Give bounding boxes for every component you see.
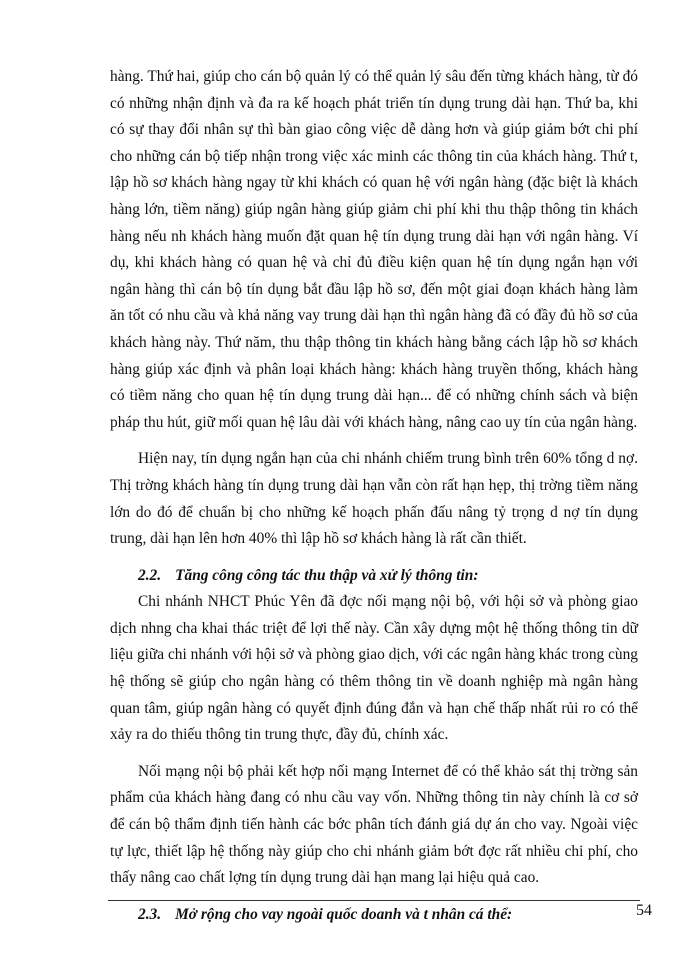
section-title-2-3: Mở rộng cho vay ngoài quốc doanh và t nhân cá thể: (175, 905, 513, 923)
footer-divider (108, 900, 640, 901)
section-heading-2-3 (110, 902, 638, 929)
paragraph-benefits: hàng. Thứ hai, giúp cho cán bộ quản lý có thể quản lý sâu đến từng khách hàng, từ đó có những nhận định và đa ra kế hoạch phát triển tín dụng trung dài hạn. Thứ ba, khi có sự thay đổi nhân sự thì bàn giao công việc dễ dàng hơn và giúp giảm bớt chi phí cho những cán bộ tiếp nhận trong việc xác minh các thông tin của khách hàng. Thứ t, lập hồ sơ khách hàng ngay từ khi khách có quan hệ với ngân hàng (đặc biệt là khách hàng lớn, tiềm năng) giúp ngân hàng giúp giảm chi phí khi thu thập thông tin khách hàng nếu nh khách hàng muốn đặt quan hệ tín dụng trung dài hạn với ngân hàng. Ví dụ, khi khách hàng có quan hệ và chỉ đủ điều kiện quan hệ tín dụng ngắn hạn với ngân hàng thì cán bộ tín dụng bắt đầu lập hồ sơ, đến một giai đoạn khách hàng làm ăn tốt có nhu cầu và khả năng vay trung dài hạn thì ngân hàng đã có đầy đủ hồ sơ của khách hàng này. Thứ năm, thu thập thông tin khách hàng bằng cách lập hồ sơ khách hàng giúp xác định và phân loại khách hàng: khách hàng truyền thống, khách hàng có tiềm năng cho quan hệ tín dụng trung dài hạn... để có những chính sách và biện pháp thu hút, giữ mối quan hệ lâu dài với khách hàng, nâng cao uy tín của ngân hàng. (110, 68, 638, 431)
section-number-2-2: 2.2. (138, 566, 162, 584)
paragraph-short-term-credit: Hiện nay, tín dụng ngắn hạn của chi nhánh chiếm trung bình trên 60% tổng d nợ. Thị trờng khách hàng tín dụng trung dài hạn vẫn còn rất hạn hẹp, thị trờng tiềm năng lớn do đó để chuẩn bị cho những kế hoạch phấn đấu nâng tỷ trọng d nợ tín dụng trung, dài hạn lên hơn 40% thì lập hồ sơ khách hàng là rất cần thiết. (110, 450, 638, 548)
section-number-2-3: 2.3. (138, 905, 162, 923)
section-title-2-2: Tăng công công tác thu thập và xử lý thông tin: (175, 566, 479, 584)
paragraph-internal-network: Chi nhánh NHCT Phúc Yên đã đợc nối mạng nội bộ, với hội sở và phòng giao dịch nhng cha khai thác triệt để lợi thế này. Cần xây dựng một hệ thống thông tin dữ liệu giữa chi nhánh với hội sở và phòng giao dịch, với các ngân hàng khác trong cùng hệ thống sẽ giúp cho ngân hàng có thêm thông tin về doanh nghiệp mà ngân hàng quan tâm, giúp ngân hàng có quyết định đúng đắn và hạn chế thấp nhất rủi ro có thể xảy ra do thiếu thông tin trung thực, đầy đủ, chính xác. (110, 593, 638, 744)
page-body (110, 64, 638, 928)
paragraph-internet-network: Nối mạng nội bộ phải kết hợp nối mạng Internet để có thể khảo sát thị trờng sản phẩm của khách hàng đang có nhu cầu vay vốn. Những thông tin này chính là cơ sở để cán bộ thẩm định tiến hành các bớc phân tích đánh giá dự án cho vay. Ngoài việc tự lực, thiết lập hệ thống này giúp cho chi nhánh giảm bớt đợc rất nhiều chi phí, cho thấy nâng cao chất lợng tín dụng trung dài hạn mang lại hiệu quả cao. (110, 762, 638, 887)
section-heading-2-2 (110, 563, 638, 590)
page-number: 54 (636, 902, 652, 919)
